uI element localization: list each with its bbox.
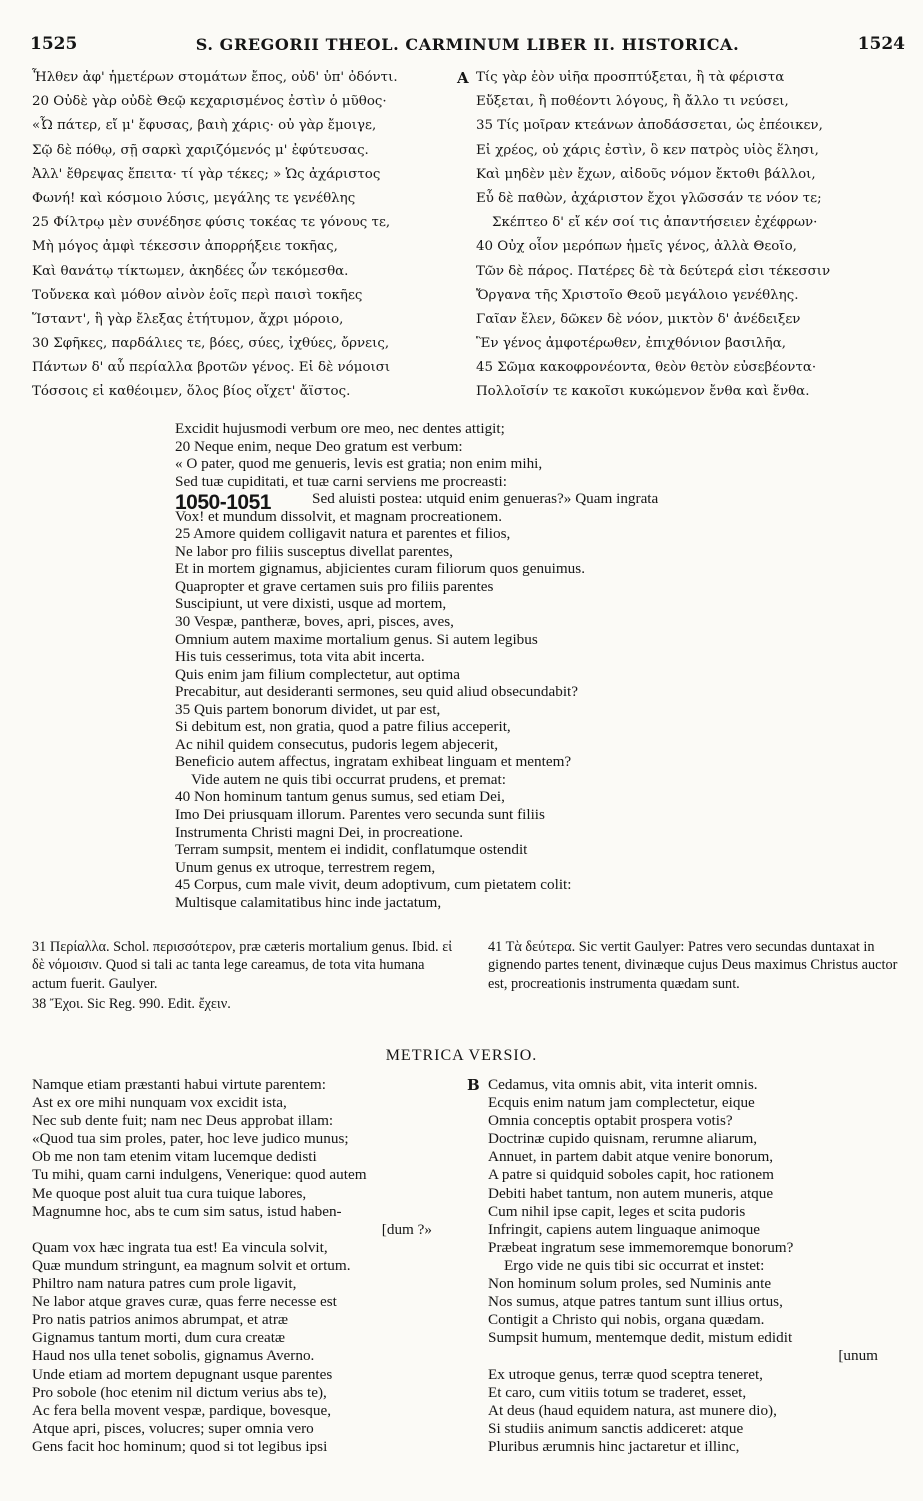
- latin-line: Omnium autem maxime mortalium genus. Si autem legibus: [175, 630, 538, 648]
- latin-line: 35 Quis partem bonorum dividet, ut par est,: [175, 700, 441, 718]
- latin-line: 30 Vespæ, pantheræ, boves, apri, pisces, aves,: [175, 613, 454, 631]
- verse-line: Magnumne hoc, abs te cum sim satus, istud haben-: [32, 1202, 342, 1220]
- verse-line: Philtro nam natura patres cum prole ligavit,: [32, 1275, 297, 1293]
- footnote: 41 Τὰ δεύτερα. Sic vertit Gaulyer: Patres vero secundas duntaxat in gignendo partes tenent, divinæque cujus Deus maximus Christus auctor est, procreationis instrumenta quædam sunt.: [488, 939, 898, 992]
- latin-line: Sed aluisti postea: utquid enim genueras?» Quam ingrata: [312, 490, 659, 508]
- latin-line: 40 Non hominum tantum genus sumus, sed etiam Dei,: [175, 788, 505, 806]
- greek-line: Ὄργανα τῆς Χριστοῖο Θεοῦ μεγάλοιο γενέθλης.: [476, 287, 799, 303]
- verse-line: Ergo vide ne quis tibi sic occurrat et instet:: [504, 1256, 765, 1274]
- latin-line: 45 Corpus, cum male vivit, deum adoptivum, cum pietatem colit:: [175, 876, 572, 894]
- greek-line: «Ὦ πάτερ, εἴ μ' ἔφυσας, βαιὴ χάρις· οὐ γὰρ ἔμοιγε,: [32, 118, 377, 134]
- running-title: S. GREGORII THEOL. CARMINUM LIBER II. HISTORICA.: [195, 35, 740, 54]
- latin-line: Excidit hujusmodi verbum ore meo, nec dentes attigit;: [175, 420, 505, 437]
- verse-line: Ast ex ore mihi nunquam vox excidit ista,: [32, 1094, 287, 1112]
- verse-line: Unde etiam ad mortem depugnant usque parentes: [32, 1365, 333, 1383]
- greek-line: Ἓν γένος ἀμφοτέρωθεν, ἐπιχθόνιον βασιλῆα,: [476, 336, 786, 352]
- verse-line: Atque apri, pisces, volucres; super omnia vero: [32, 1419, 314, 1437]
- verse-line: Debiti habet tantum, non autem muneris, atque: [488, 1184, 774, 1202]
- latin-line: Beneficio autem affectus, ingratam exhibeat linguam et mentem?: [175, 753, 572, 771]
- greek-line: 30 Σφῆκες, παρδάλιες τε, βόες, σύες, ἰχθύες, ὄρνεις,: [32, 336, 390, 352]
- verse-line: Præbeat ingratum sese immemoremque bonorum?: [488, 1238, 794, 1256]
- latin-line: Instrumenta Christi magni Dei, in procreatione.: [175, 823, 464, 841]
- verse-line: Nos sumus, atque patres tantum sunt illius ortus,: [488, 1293, 783, 1311]
- greek-line: Εὖ δὲ παθὼν, ἀχάριστον ἔχοι γλῶσσάν τε νόον τε;: [476, 190, 822, 206]
- running-head: [30, 34, 905, 60]
- section-heading: METRICA VERSIO.: [385, 1047, 538, 1064]
- latin-line: Et in mortem gignamus, abjicientes curam filiorum quos genuimus.: [175, 560, 585, 578]
- verse-line: Infringit, capiens autem linguaque animoque: [488, 1220, 761, 1238]
- greek-line: Μὴ μόγος ἀμφὶ τέκεσσιν ἀπορρήξειε τοκῆας,: [32, 239, 338, 255]
- latin-line: Multisque calamitatibus hinc inde jactatum,: [175, 893, 442, 911]
- column-number-tag: 1050-1051: [175, 491, 271, 514]
- verse-line: Quæ mundum stringunt, ea magnum solvit et ortum.: [32, 1256, 351, 1274]
- verse-line: Non hominum solum proles, sed Numinis ante: [488, 1275, 772, 1293]
- footnote: 31 Περίαλλα. Schol. περισσότερον, præ cæteris mortalium genus. Ibid. εἰ δὲ νόμοισιν. Quod si tali ac tanta lege careamus, de tota vita humana actum fuerit. Gaulyer.: [32, 939, 453, 992]
- latin-line: 25 Amore quidem colligavit natura et parentes et filios,: [175, 525, 511, 543]
- verse-line: At deus (haud equidem natura, ast munere dio),: [488, 1401, 777, 1419]
- greek-line: Εὔξεται, ἢ ποθέοντι λόγους, ἢ ἄλλο τι νεύσει,: [476, 94, 789, 110]
- verse-line: Nec sub dente fuit; nam nec Deus approbat illam:: [32, 1112, 334, 1130]
- latin-line: Suscipiunt, ut vere dixisti, usque ad mortem,: [175, 595, 447, 613]
- greek-line: Ἀλλ' ἔθρεψας ἔπειτα· τί γὰρ τέκες; » Ὡς ἀχάριστος: [32, 166, 381, 182]
- greek-line: Σῷ δὲ πόθῳ, σῇ σαρκὶ χαριζόμενός μ' ἐφύτευσας.: [32, 142, 369, 158]
- verse-line: Haud nos ulla tenet sobolis, gignamus Averno.: [32, 1347, 315, 1365]
- greek-line: Τίς γὰρ ἑὸν υἱῆα προσπτύξεται, ἢ τὰ φέριστα: [476, 70, 785, 85]
- page-number-left: 1525: [30, 34, 78, 54]
- column-letter-b: B: [467, 1076, 480, 1094]
- verse-line-turnover: [unum: [838, 1347, 878, 1365]
- verse-line: Contigit a Christo qui nobis, organa quædam.: [488, 1311, 765, 1329]
- greek-line: Τόσσοις εἰ καθέοιμεν, ὅλος βίος οἴχετ' ἄϊστος.: [32, 384, 351, 400]
- latin-line: Unum genus ex utroque, terrestrem regem,: [175, 858, 436, 876]
- verse-line: Ob me non tam etenim vitam lucemque dedisti: [32, 1148, 317, 1166]
- greek-line: Πολλοῖσίν τε κακοῖσι κυκώμενον ἔνθα καὶ ἔνθα.: [476, 384, 810, 400]
- latin-line: His tuis cesserimus, tota vita abit incerta.: [175, 648, 425, 666]
- verse-line: Me quoque post aluit tua cura tuique labores,: [32, 1184, 307, 1202]
- verse-line: Pluribus ærumnis hinc jactaretur et illinc,: [488, 1437, 740, 1455]
- latin-line: Si debitum est, non gratia, quod a patre filius acceperit,: [175, 718, 511, 736]
- latin-line: Vide autem ne quis tibi occurrat prudens, et premat:: [191, 770, 506, 788]
- greek-line: Τοὔνεκα καὶ μόθον αἰνὸν ἑοῖς περὶ παισὶ τοκῆες: [32, 287, 363, 303]
- verse-line: Annuet, in partem dabit atque venire bonorum,: [488, 1148, 774, 1166]
- verse-line: Ne labor atque graves curæ, quas ferre necesse est: [32, 1293, 337, 1311]
- verse-line: Quam vox hæc ingrata tua est! Ea vincula solvit,: [32, 1238, 328, 1256]
- latin-line: Ne labor pro filiis susceptus divellat parentes,: [175, 542, 453, 560]
- greek-line: Πάντων δ' αὖ περίαλλα βροτῶν γένος. Εἰ δὲ νόμοισι: [32, 360, 391, 376]
- greek-line: Φωνή! καὶ κόσμοιο λύσις, μεγάλης τε γενέθλης: [32, 190, 356, 206]
- verse-line: Et caro, cum vitiis totum se traderet, esset,: [488, 1383, 747, 1401]
- verse-line: Pro natis patrios animos abrumpat, et atræ: [32, 1311, 289, 1329]
- greek-line: 35 Τίς μοῖραν κτεάνων ἀποδάσσεται, ὡς ἐπέοικεν,: [476, 118, 823, 134]
- verse-line: «Quod tua sim proles, pater, hoc leve judico munus;: [32, 1130, 349, 1148]
- verse-line: Namque etiam præstanti habui virtute parentem:: [32, 1076, 326, 1093]
- greek-line: Σκέπτεο δ' εἴ κέν σοί τις ἀπαντήσειεν ἐχέφρων·: [492, 215, 818, 231]
- footnotes-left: [32, 938, 462, 1013]
- verse-line: Tu mihi, quam carni indulgens, Venerique: quod autem: [32, 1166, 367, 1184]
- verse-line: Cum nihil ipse capit, leges et scita pudoris: [488, 1202, 746, 1220]
- greek-line: Καὶ μηδὲν μὲν ἔχων, αἰδοῦς νόμον ἔκτοθι βάλλοι,: [476, 166, 816, 182]
- greek-line: Εἰ χρέος, οὐ χάρις ἐστὶν, ὃ κεν πατρὸς υἱὸς ἕλησι,: [476, 142, 819, 158]
- verse-line: Ac fera bella movent vespæ, pardique, bovesque,: [32, 1401, 332, 1419]
- footnote: 38 Ἔχοι. Sic Reg. 990. Edit. ἔχειν.: [32, 995, 231, 1012]
- metrica-right-column: [488, 1076, 908, 1456]
- latin-line: Vox! et mundum dissolvit, et magnam procreationem.: [175, 507, 503, 525]
- verse-line: Omnia conceptis optabit prospera votis?: [488, 1112, 733, 1130]
- verse-line: Doctrinæ cupido quisnam, rerumne aliarum,: [488, 1130, 758, 1148]
- greek-line: 20 Οὐδὲ γὰρ οὐδὲ Θεῷ κεχαρισμένος ἐστὶν ὁ μῦθος·: [32, 94, 387, 110]
- verse-line: Gignamus tantum morti, dum cura creatæ: [32, 1329, 286, 1347]
- latin-line: Ac nihil quidem consecutus, pudoris legem abjecerit,: [175, 735, 499, 753]
- verse-line: Pro sobole (hoc etenim nil dictum verius abs te),: [32, 1383, 327, 1401]
- latin-line: Quapropter et grave certamen suis pro filiis parentes: [175, 577, 494, 595]
- verse-line: Sumpsit humum, mentemque dedit, mistum edidit: [488, 1329, 793, 1347]
- verse-line: Ecquis enim natum jam complectetur, eique: [488, 1094, 755, 1112]
- greek-line: Καὶ θανάτῳ τίκτωμεν, ἀκηδέες ὧν τεκόμεσθα.: [32, 263, 349, 279]
- latin-line: « O pater, quod me genueris, levis est gratia; non enim mihi,: [175, 455, 543, 473]
- greek-text-right-column: [476, 66, 910, 405]
- verse-line: Ex utroque genus, terræ quod sceptra teneret,: [488, 1365, 763, 1383]
- greek-line: 40 Οὐχ οἷον μερόπων ἡμεῖς γένος, ἀλλὰ Θεοῖο,: [476, 239, 797, 255]
- greek-line: Γαῖαν ἔλεν, δῶκεν δὲ νόον, μικτὸν δ' ἀνέδειξεν: [476, 311, 801, 327]
- latin-line: Sed tuæ cupiditati, et tuæ carni serviens me procreasti:: [175, 472, 507, 490]
- latin-line: Imo Dei priusquam illorum. Parentes vero secunda sunt filiis: [175, 806, 545, 824]
- greek-text-left-column: [32, 66, 472, 405]
- greek-line: 45 Σῶμα κακοφρονέοντα, θεὸν θετὸν εὐσεβέοντα·: [476, 360, 817, 376]
- greek-line: Τῶν δὲ πάρος. Πατέρες δὲ τὰ δεύτερά εἰσι τέκεσσιν: [476, 263, 831, 279]
- verse-line-turnover: [dum ?»: [381, 1220, 432, 1238]
- latin-line: Quis enim jam filium complectetur, aut optima: [175, 665, 460, 683]
- verse-line: Si studiis animum sanctis addiceret: atque: [488, 1419, 744, 1437]
- column-letter-a: A: [457, 69, 469, 87]
- verse-line: Gens facit hoc hominum; quod si tot legibus ipsi: [32, 1437, 328, 1455]
- verse-line: A patre si quidquid soboles capit, hoc rationem: [488, 1166, 774, 1184]
- page-number-right: 1524: [857, 34, 905, 54]
- metrica-left-column: [32, 1076, 462, 1456]
- latin-line: Precabitur, aut desideranti sermones, seu quid aliud obsecundabit?: [175, 683, 579, 701]
- latin-line: Terram sumpsit, mentem ei indidit, conflatumque ostendit: [175, 841, 528, 859]
- greek-line: 25 Φίλτρῳ μὲν συνέδησε φύσις τοκέας τε γόνους τε,: [32, 215, 391, 231]
- greek-line: Ἦλθεν ἀφ' ἡμετέρων στομάτων ἔπος, οὐδ' ὑπ' ὀδόντι.: [32, 70, 398, 85]
- greek-line: Ἵσταντ', ἣ γὰρ ἔλεξας ἐτήτυμον, ἄχρι μόροιο,: [32, 311, 344, 327]
- latin-line: 20 Neque enim, neque Deo gratum est verbum:: [175, 437, 463, 455]
- verse-line: Cedamus, vita omnis abit, vita interit omnis.: [488, 1076, 758, 1093]
- footnotes-right: [488, 938, 908, 993]
